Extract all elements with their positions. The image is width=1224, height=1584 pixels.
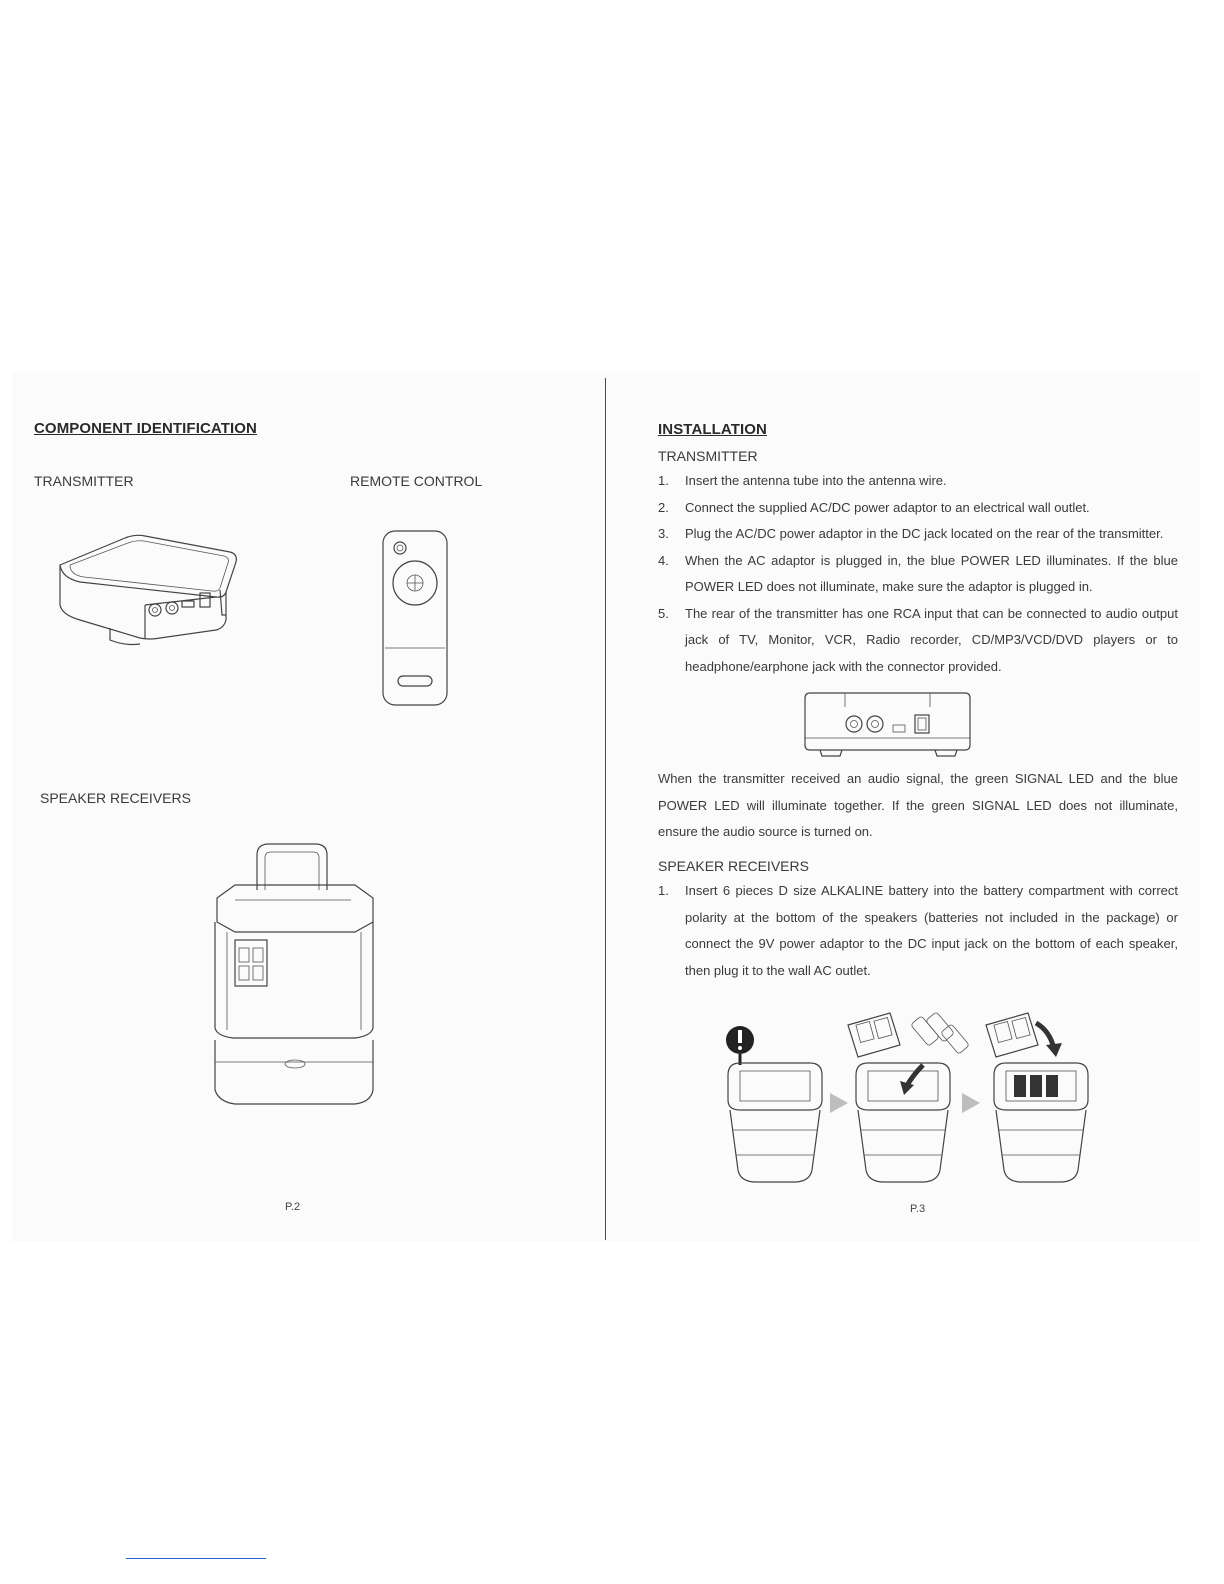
speaker-receivers-subheading: SPEAKER RECEIVERS <box>658 858 809 874</box>
step-text: Insert the antenna tube into the antenna wire. <box>685 473 947 488</box>
speaker-receiver-illustration <box>205 840 380 1115</box>
transmitter-steps-list <box>658 468 1178 680</box>
step-number: 1. <box>658 473 669 488</box>
list-item <box>658 521 1178 548</box>
step-number: 4. <box>658 552 669 568</box>
speaker-receivers-label: SPEAKER RECEIVERS <box>40 790 191 806</box>
list-item <box>658 468 1178 495</box>
page-number-right: P.3 <box>910 1203 926 1215</box>
step-text: When the AC adaptor is plugged in, the blue POWER LED illuminates. If the blue POWER LED does not illuminate, make sure the adaptor is plugged in. <box>685 552 1178 594</box>
step-number: 5. <box>658 605 669 621</box>
remote-control-illustration <box>380 528 450 708</box>
battery-installation-illustration <box>718 1005 1098 1190</box>
component-identification-heading: COMPONENT IDENTIFICATION <box>34 420 257 437</box>
transmitter-subheading: TRANSMITTER <box>658 448 758 464</box>
transmitter-label: TRANSMITTER <box>34 473 134 489</box>
transmitter-illustration <box>50 530 250 655</box>
installation-heading: INSTALLATION <box>658 421 767 438</box>
step-text: Plug the AC/DC power adaptor in the DC jack located on the rear of the transmitter. <box>685 526 1164 541</box>
signal-led-paragraph: When the transmitter received an audio signal, the green SIGNAL LED and the blue POWER LED will illuminate together. If the green SIGNAL LED does not illuminate, ensure the audio source is turned on. <box>658 771 1178 839</box>
step-text: Connect the supplied AC/DC power adaptor to an electrical wall outlet. <box>685 499 1090 515</box>
remote-control-label: REMOTE CONTROL <box>350 473 483 489</box>
list-item <box>658 495 1178 522</box>
page-divider <box>605 378 606 1240</box>
list-item <box>658 548 1178 601</box>
step-number: 3. <box>658 526 669 541</box>
list-item <box>658 878 1178 984</box>
step-text: Insert 6 pieces D size ALKALINE battery into the battery compartment with correct polarity at the bottom of the speakers (batteries not included in the package) or connect the 9V power adaptor to the DC input jack on the bottom of each speaker, then plug it to the wall AC outlet. <box>685 883 1178 978</box>
list-item <box>658 601 1178 681</box>
step-text: The rear of the transmitter has one RCA input that can be connected to audio output jack of TV, Monitor, VCR, Radio recorder, CD/MP3/VCD/DVD players or to headphone/earphone jack with the connector provided. <box>685 605 1178 674</box>
step-number: 2. <box>658 499 669 515</box>
warning-icon <box>726 1026 754 1065</box>
transmitter-rear-panel-illustration <box>800 690 975 758</box>
footer-link-underline <box>126 1558 266 1559</box>
page-number-left: P.2 <box>285 1201 301 1213</box>
step-number: 1. <box>658 883 669 898</box>
speaker-steps-list <box>658 878 1178 984</box>
